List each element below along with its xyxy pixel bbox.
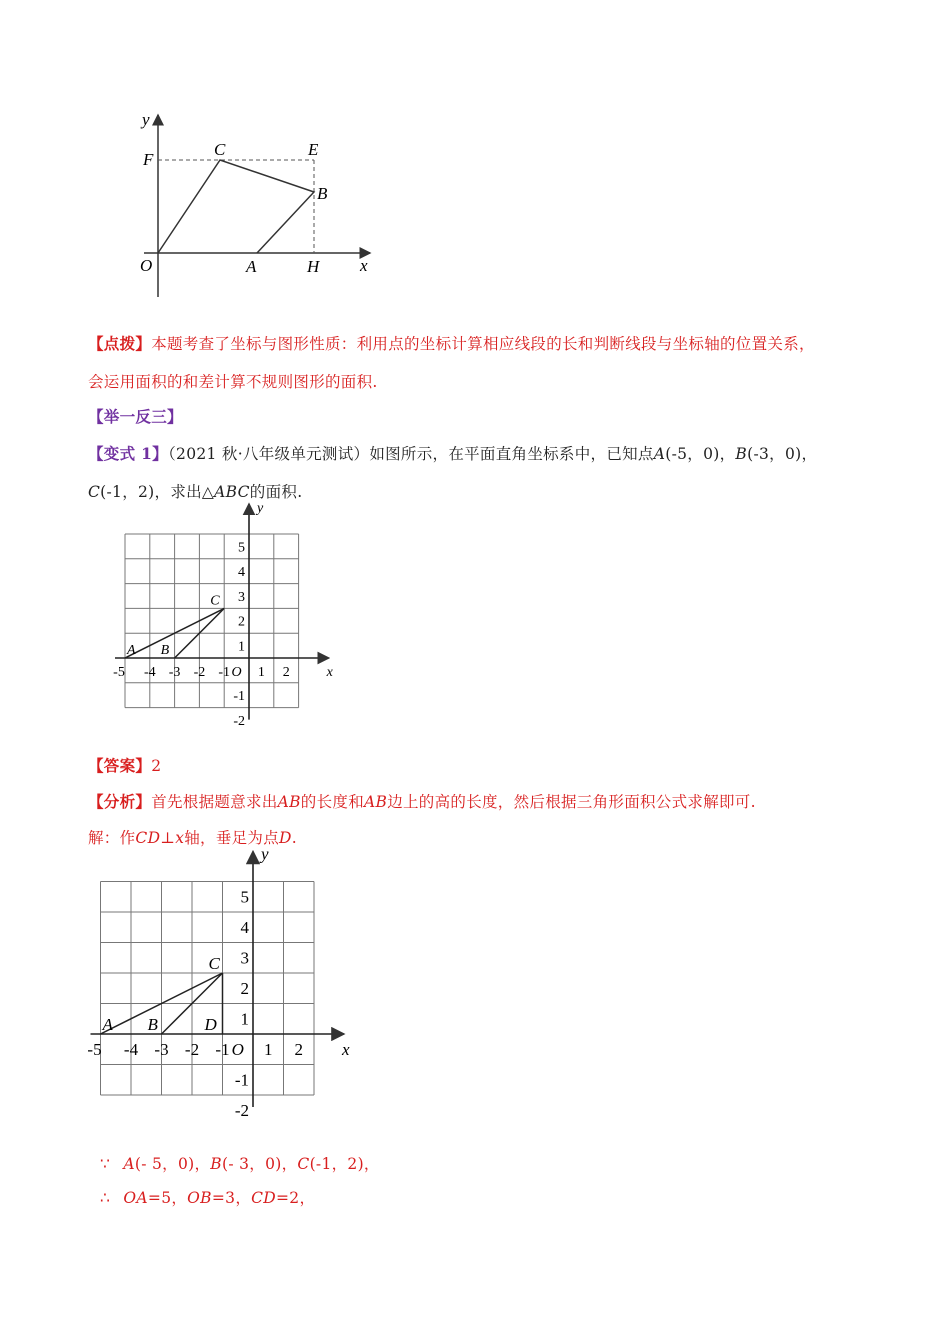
x-axis-label: x	[342, 1040, 350, 1059]
answer-value: 2	[151, 757, 162, 775]
because-C-coord: (-1，2)，	[309, 1155, 380, 1173]
y-tick-label: 3	[240, 948, 249, 968]
y-tick-label: 1	[240, 1009, 249, 1029]
point-label-a: A	[127, 643, 136, 658]
therefore-symbol: ∴	[100, 1189, 111, 1207]
because-B-coord: (- 3，0)，	[222, 1155, 298, 1173]
variant-C: C	[88, 483, 101, 501]
variant-C-coord: (-1，2)，求出△	[100, 483, 215, 501]
x-tick-label: -1	[218, 665, 231, 680]
because-line	[100, 1152, 380, 1174]
tip-text-2: 会运用面积的和差计算不规则图形的面积.	[88, 373, 378, 391]
label-O: O	[140, 256, 153, 275]
because-B: B	[210, 1155, 222, 1173]
x-tick-label: 1	[264, 1040, 273, 1059]
y-axis-label: y	[257, 501, 264, 516]
y-tick-label: -1	[233, 689, 245, 705]
therefore-OB-val: =3，	[211, 1189, 252, 1207]
label-C: C	[214, 140, 226, 159]
analysis-p1: 首先根据题意求出	[151, 793, 278, 811]
tip-tag: 【点拨】	[88, 334, 152, 353]
x-tick-label: 2	[294, 1040, 303, 1059]
point-label-b: B	[147, 1015, 158, 1034]
tip-text-1: 本题考查了坐标与图形性质：利用点的坐标计算相应线段的长和判断线段与坐标轴的位置关系，	[151, 335, 815, 353]
because-A-coord: (- 5，0)，	[134, 1155, 211, 1173]
y-axis-label: y	[261, 844, 269, 864]
analysis-p2: 的长度和	[300, 793, 364, 811]
y-tick-label: 3	[238, 589, 245, 605]
y-tick-label: 5	[238, 540, 245, 556]
therefore-CD-val: =2，	[276, 1189, 316, 1207]
tip-line-1	[88, 332, 815, 354]
analysis-AB1: AB	[277, 793, 301, 811]
label-H: H	[307, 257, 320, 276]
x-tick-label: -3	[154, 1040, 169, 1059]
solution-p2: 轴，垂足为点	[184, 829, 280, 847]
point-label-b: B	[160, 643, 170, 658]
origin-label: O	[231, 1040, 244, 1059]
variant-tag: 【变式 1】	[88, 444, 168, 463]
therefore-OA-val: =5，	[147, 1189, 188, 1207]
point-label-c: C	[210, 593, 220, 609]
label-F: F	[143, 150, 154, 169]
variant-A: A	[653, 445, 666, 463]
solution-p1: 解：作	[88, 829, 136, 847]
y-tick-label: 5	[240, 887, 249, 907]
answer-tag: 【答案】	[88, 756, 152, 775]
therefore-CD: CD	[251, 1189, 277, 1207]
variant-ABC: ABC	[214, 483, 250, 501]
solution-CD: CD	[135, 829, 161, 847]
variant-A-coord: (-5，0)，	[665, 445, 736, 463]
variant-line-1	[88, 442, 817, 464]
point-label-c: C	[208, 954, 220, 973]
x-axis-label: x	[326, 665, 333, 680]
section-title: 【举一反三】	[88, 407, 183, 426]
y-tick-label: 1	[238, 639, 245, 655]
answer-line	[88, 754, 161, 776]
x-tick-label: -5	[87, 1040, 102, 1059]
x-tick-label: 2	[282, 665, 290, 680]
analysis-AB2: AB	[364, 793, 388, 811]
analysis-p3: 边上的高的长度，然后根据三角形面积公式求解即可.	[387, 793, 756, 811]
tip-line-2	[88, 370, 378, 392]
x-tick-label: -2	[184, 1040, 200, 1059]
x-tick-label: 1	[257, 665, 265, 680]
label-E: E	[308, 140, 319, 159]
variant-B-coord: (-3，0)，	[747, 445, 818, 463]
label-x: x	[360, 256, 368, 275]
x-tick-label: -4	[123, 1040, 139, 1059]
because-A: A	[123, 1155, 135, 1173]
x-tick-label: -4	[143, 665, 156, 680]
therefore-line	[100, 1186, 315, 1208]
solution-p3: .	[291, 829, 298, 847]
analysis-line	[88, 790, 756, 812]
x-tick-label: -2	[193, 665, 206, 680]
solution-perp: ⊥	[160, 829, 176, 847]
x-tick-label: -1	[215, 1040, 230, 1059]
therefore-OB: OB	[187, 1189, 212, 1207]
solution-D: D	[279, 829, 292, 847]
x-tick-label: -5	[113, 665, 125, 680]
therefore-OA: OA	[123, 1189, 148, 1207]
because-symbol: ∵	[100, 1155, 111, 1173]
variant-line-2	[88, 480, 302, 502]
y-tick-label: -2	[234, 1101, 249, 1121]
y-tick-label: 2	[238, 614, 245, 630]
origin-label: O	[231, 665, 242, 680]
figure-quadrilateral	[130, 105, 390, 305]
y-tick-label: 4	[238, 565, 245, 581]
y-tick-label: -1	[234, 1070, 249, 1090]
x-tick-label: -3	[168, 665, 181, 680]
variant-source: （2021 秋·八年级单元测试）如图所示，在平面直角坐标系中，已知点	[167, 445, 654, 463]
variant-tail: 的面积.	[249, 483, 303, 501]
label-y: y	[142, 110, 150, 129]
quadrilateral-ocba	[158, 160, 314, 253]
point-label-d: D	[204, 1015, 217, 1034]
label-B: B	[317, 184, 328, 203]
y-tick-label: -2	[233, 713, 245, 729]
analysis-tag: 【分析】	[88, 792, 152, 811]
point-label-a: A	[102, 1015, 113, 1034]
figure-grid-2	[87, 844, 390, 1122]
y-tick-label: 4	[240, 918, 249, 938]
figure-grid-1	[100, 501, 340, 729]
variant-B: B	[735, 445, 748, 463]
because-C: C	[297, 1155, 310, 1173]
solution-x: x	[175, 829, 185, 847]
label-A: A	[246, 257, 257, 276]
y-tick-label: 2	[240, 979, 249, 999]
